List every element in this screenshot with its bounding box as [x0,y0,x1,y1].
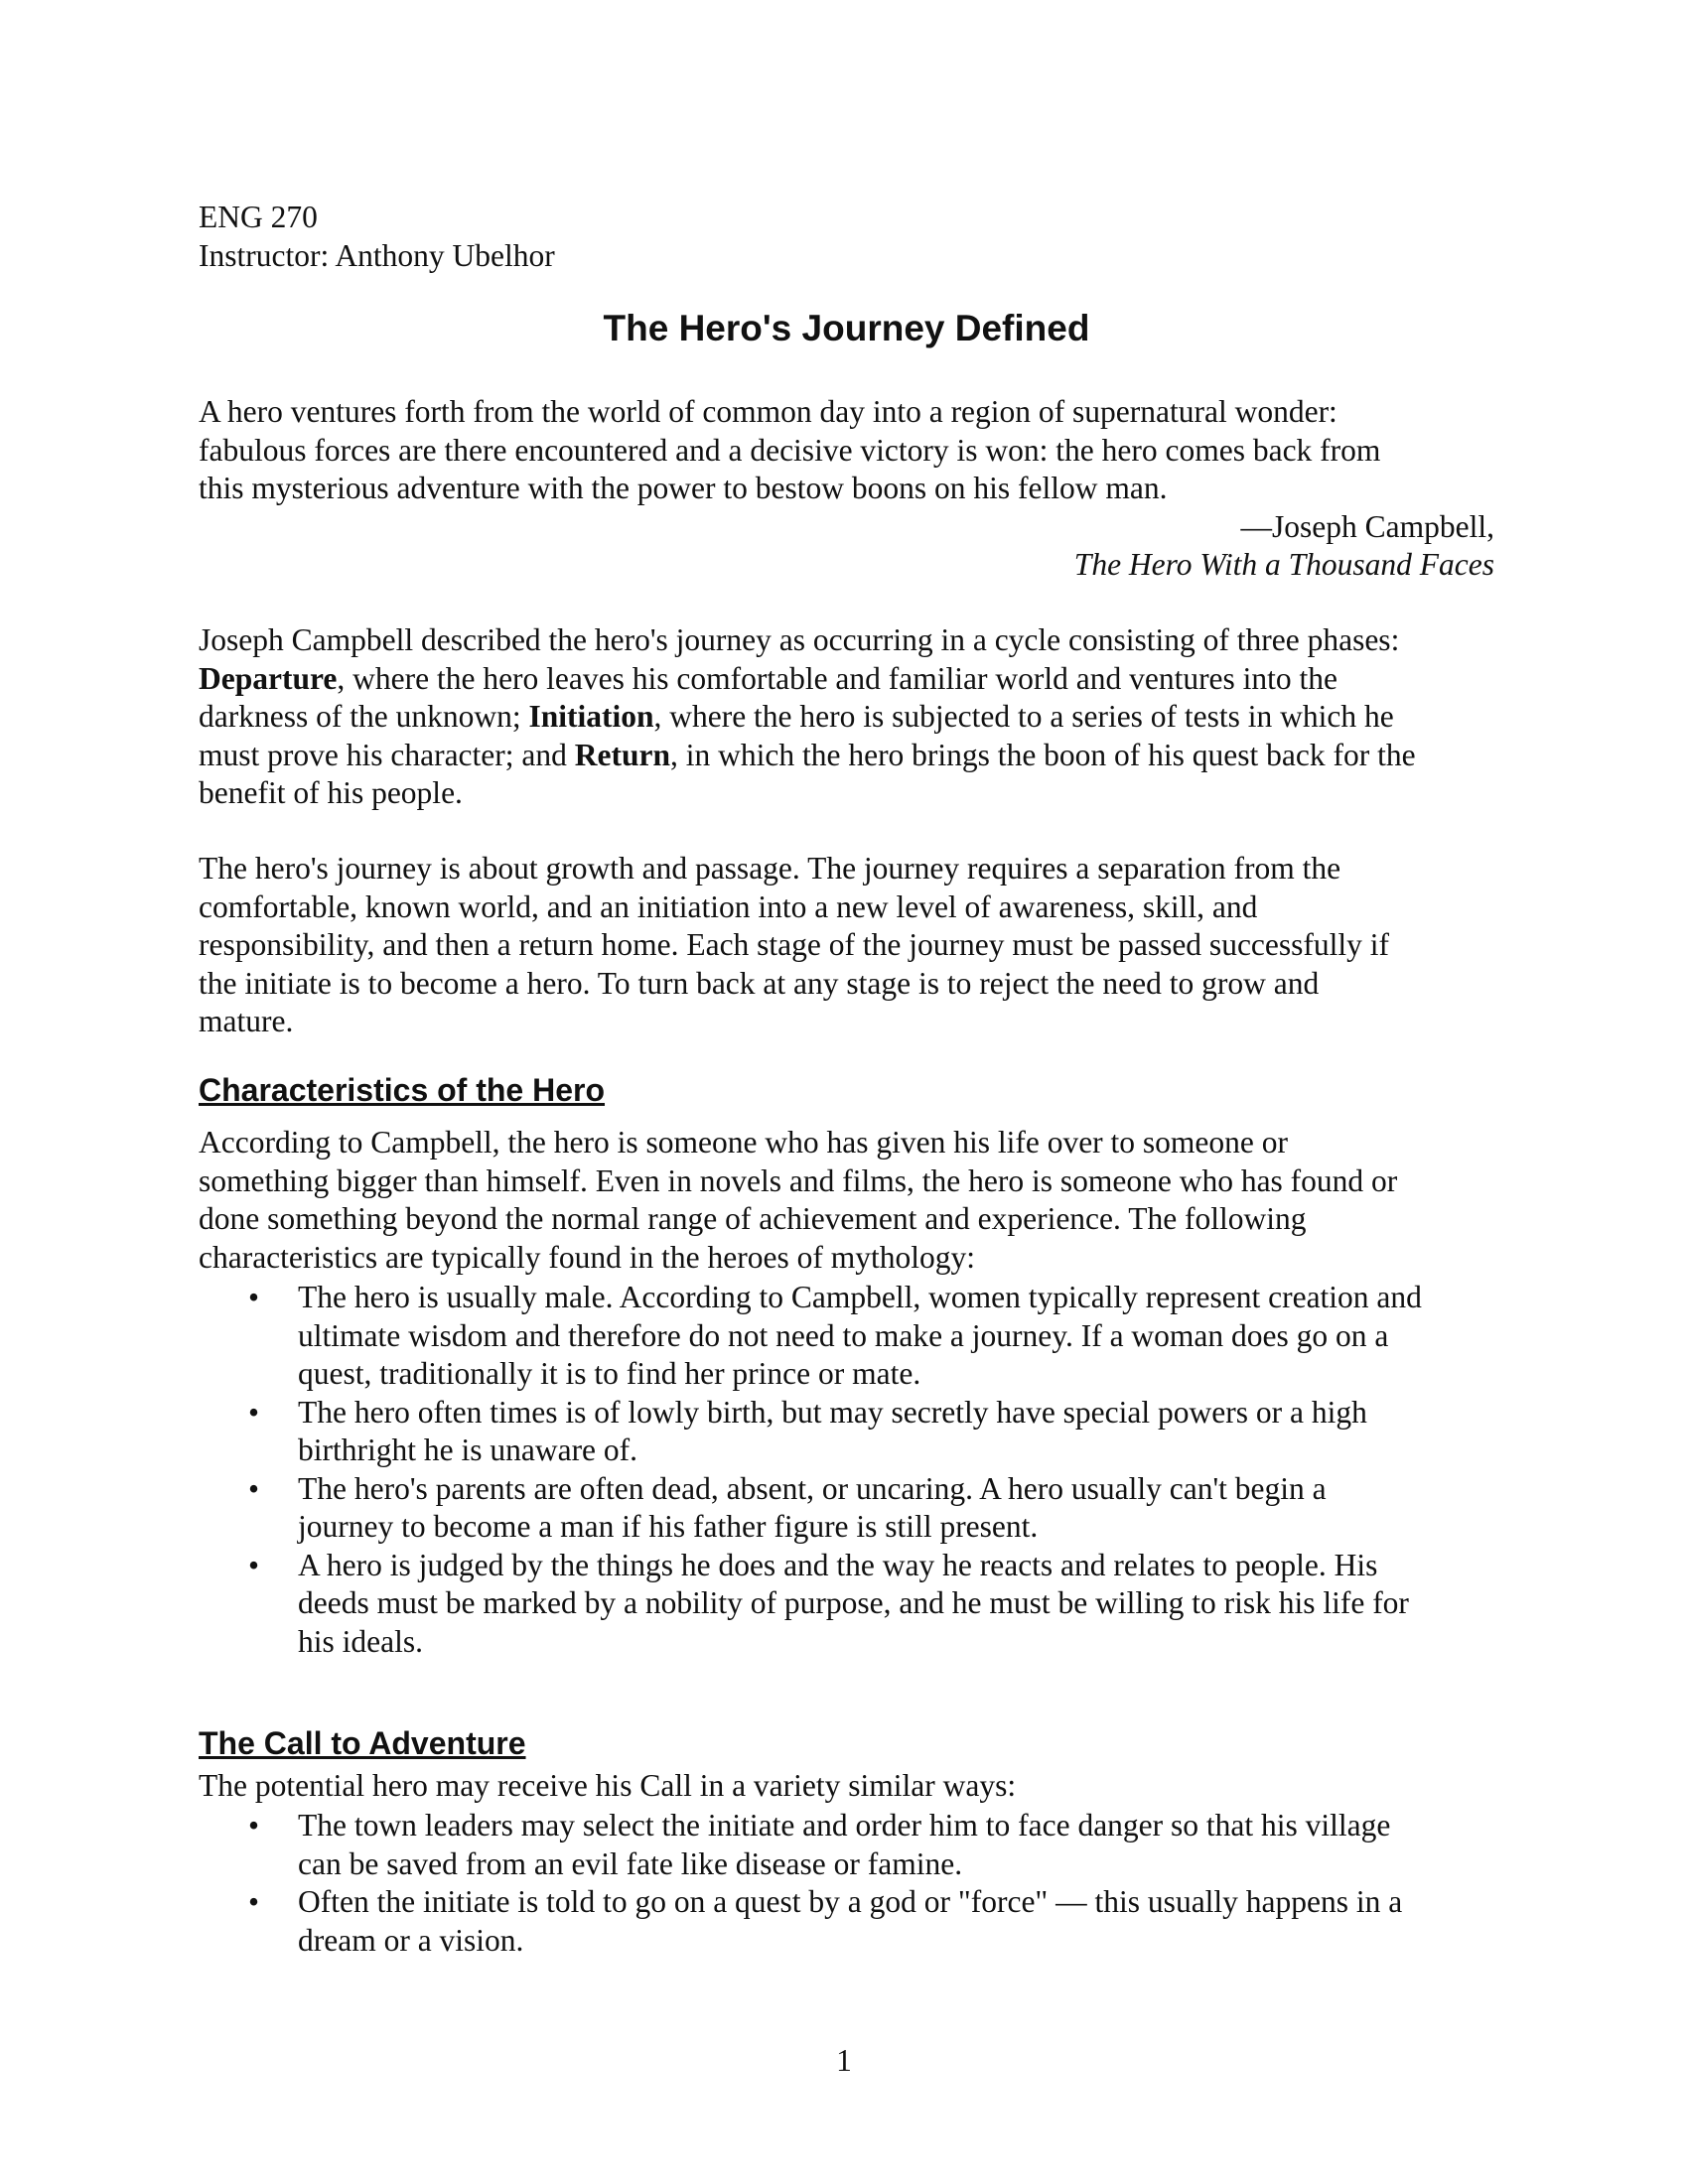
list-item: • Often the initiate is told to go on a quest by a god or "force" — this usually happens in a dream or a vision. [248,1884,1403,1958]
section-heading-call: The Call to Adventure [199,1725,526,1761]
intro-line: darkness of the unknown; Initiation, where the hero is subjected to a series of tests in which he [199,699,1394,734]
growth-line: the initiate is to become a hero. To turn back at any stage is to reject the need to grow and [199,965,1320,1001]
bullet-icon: • [248,1547,260,1582]
course-header [199,199,555,275]
phase-initiation: Initiation [528,699,654,734]
epigraph-line: this mysterious adventure with the power to bestow boons on his fellow man. [199,471,1168,505]
section-heading-characteristics: Characteristics of the Hero [199,1072,606,1108]
growth-line: The hero's journey is about growth and passage. The journey requires a separation from the [199,851,1341,886]
course-code: ENG 270 [199,200,318,234]
intro-paragraph [199,621,1494,813]
list-item: • A hero is judged by the things he does and the way he reacts and relates to people. His deeds must be marked by a nobility of purpose, and he must be willing to risk his life for his ideals. [248,1547,1409,1659]
page-title: The Hero's Journey Defined [603,308,1090,348]
phase-return: Return [574,737,670,772]
instructor-name: Instructor: Anthony Ubelhor [199,237,555,273]
bullet-icon: • [248,1884,260,1919]
epigraph-line: A hero ventures forth from the world of common day into a region of supernatural wonder: [199,394,1337,429]
growth-line: mature. [199,1004,294,1038]
call-list [199,1807,1494,1960]
epigraph-attribution: —Joseph Campbell, [1240,508,1494,544]
list-item: • The hero is usually male. According to Campbell, women typically represent creation and ultimate wisdom and therefore do not need to make a journey. If a woman does go on a quest, traditionally it is to find her prince or mate. [248,1280,1422,1391]
growth-paragraph [199,850,1494,1041]
list-item: • The hero often times is of lowly birth, but may secretly have special powers or a high birthright he is unaware of. [248,1394,1367,1467]
bullet-icon: • [248,1394,260,1430]
characteristics-line: something bigger than himself. Even in novels and films, the hero is someone who has found or [199,1162,1398,1198]
page-number: 1 [836,2043,852,2078]
characteristics-line: characteristics are typically found in the heroes of mythology: [199,1239,975,1275]
intro-line: Joseph Campbell described the hero's journey as occurring in a cycle consisting of three phases: [199,622,1400,657]
growth-line: comfortable, known world, and an initiation into a new level of awareness, skill, and [199,888,1258,924]
epigraph-line: fabulous forces are there encountered and a decisive victory is won: the hero comes back from [199,432,1381,468]
phase-departure: Departure [199,660,338,696]
list-item: • The hero's parents are often dead, absent, or uncaring. A hero usually can't begin a journey to become a man if his father figure is still present. [248,1470,1327,1544]
characteristics-paragraph [199,1124,1494,1277]
characteristics-line: According to Campbell, the hero is someone who has given his life over to someone or [199,1125,1289,1160]
list-item: • The town leaders may select the initiate and order him to face danger so that his village can be saved from an evil fate like disease or famine. [248,1808,1391,1881]
bullet-icon: • [248,1470,260,1506]
characteristics-line: done something beyond the normal range of achievement and experience. The following [199,1201,1307,1236]
intro-line: must prove his character; and Return, in which the hero brings the boon of his quest back for the [199,737,1416,772]
call-intro-line: The potential hero may receive his Call in a variety similar ways: [199,1768,1017,1803]
call-intro [199,1767,1494,1806]
epigraph [199,393,1494,585]
characteristics-list [199,1279,1494,1661]
bullet-icon: • [248,1808,260,1843]
epigraph-source: The Hero With a Thousand Faces [1073,547,1494,582]
bullet-icon: • [248,1280,260,1314]
intro-line: benefit of his people. [199,775,463,810]
growth-line: responsibility, and then a return home. Each stage of the journey must be passed successfully if [199,927,1390,962]
intro-line: Departure, where the hero leaves his comfortable and familiar world and ventures into the [199,660,1338,696]
